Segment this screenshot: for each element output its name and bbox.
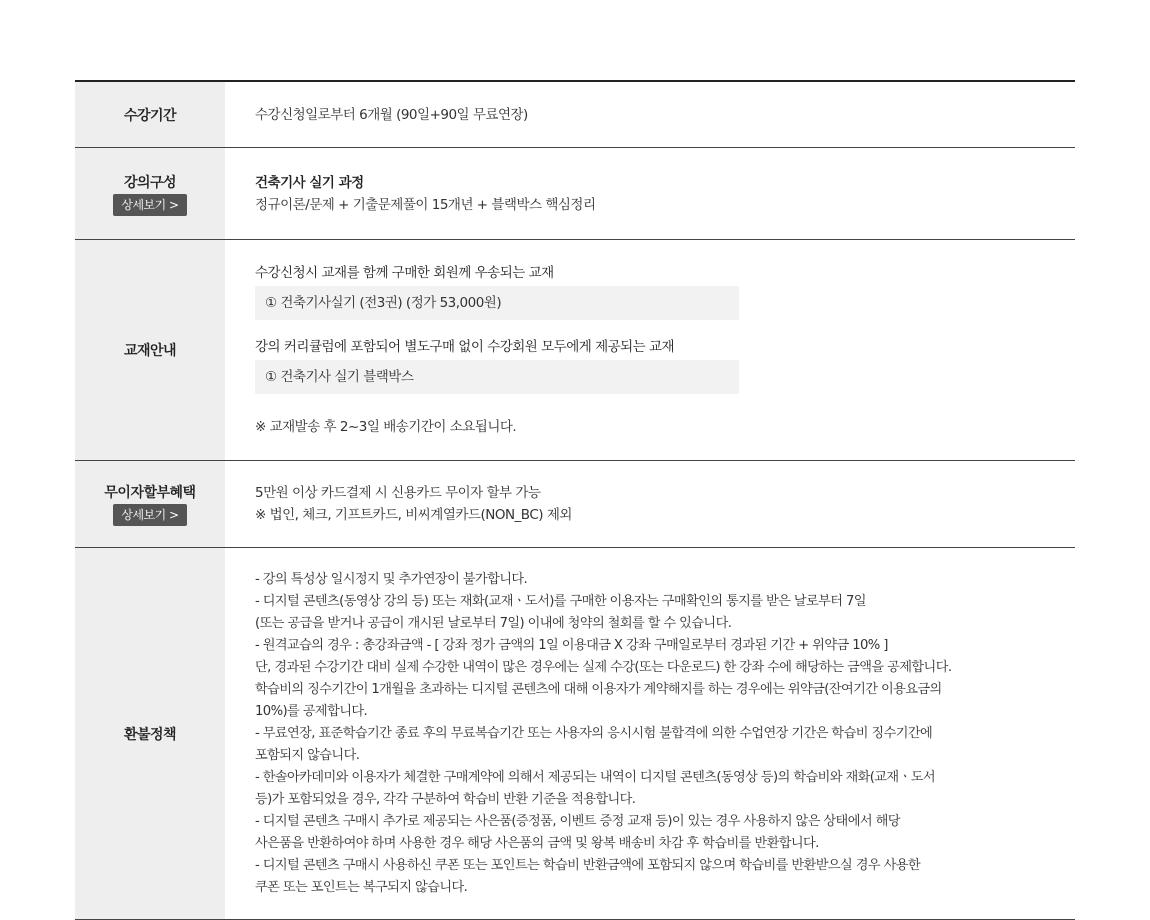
textbook-label: 교재안내: [123, 343, 177, 359]
refund-line: 등)가 포함되었을 경우, 각각 구분하여 학습비 반환 기준을 적용합니다.: [255, 791, 636, 807]
refund-line: - 한솔아카데미와 이용자가 체결한 구매계약에 의해서 제공되는 내역이 디지털 콘텐츠(동영상 등)의 학습비와 재화(교재ㆍ도서: [255, 769, 935, 785]
refund-line: 포함되지 않습니다.: [255, 747, 360, 763]
row-head-textbook: [75, 240, 225, 460]
textbook-group2-item: ① 건축기사 실기 블랙박스: [255, 360, 739, 394]
composition-title: 건축기사 실기 과정: [255, 174, 364, 191]
row-head-refund: [75, 548, 225, 919]
refund-line: 사은품을 반환하여야 하며 사용한 경우 해당 사은품의 금액 및 왕복 배송비 차감 후 학습비를 반환합니다.: [255, 835, 819, 851]
row-body-installment: [225, 461, 1075, 547]
composition-text: 정규이론/문제 + 기출문제풀이 15개년 + 블랙박스 핵심정리: [255, 196, 596, 213]
refund-line: 단, 경과된 수강기간 대비 실제 수강한 내역이 많은 경우에는 실제 수강(또는 다운로드) 한 강좌 수에 해당하는 금액을 공제합니다.: [255, 659, 952, 675]
installment-line-1: 5만원 이상 카드결제 시 신용카드 무이자 할부 가능: [255, 485, 541, 501]
refund-line: - 디지털 콘텐츠(동영상 강의 등) 또는 재화(교재ㆍ도서)를 구매한 이용자는 구매확인의 통지를 받은 날로부터 7일: [255, 593, 866, 609]
course-info-table: [75, 80, 1075, 920]
installment-line-2: ※ 법인, 체크, 기프트카드, 비씨계열카드(NON_BC) 제외: [255, 507, 572, 523]
row-body-period: [225, 82, 1075, 147]
row-installment: [75, 461, 1075, 548]
refund-line: - 강의 특성상 일시정지 및 추가연장이 불가합니다.: [255, 571, 528, 587]
installment-label: 무이자할부혜택: [104, 485, 196, 501]
row-period: [75, 82, 1075, 148]
row-body-composition: [225, 148, 1075, 239]
row-head-period: [75, 82, 225, 147]
refund-line: (또는 공급을 받거나 공급이 개시된 날로부터 7일) 이내에 청약의 철회를 할 수 있습니다.: [255, 615, 732, 631]
row-refund: [75, 548, 1075, 920]
refund-line: - 무료연장, 표준학습기간 종료 후의 무료복습기간 또는 사용자의 응시시험 불합격에 의한 수업연장 기간은 학습비 징수기간에: [255, 725, 933, 741]
textbook-group2-title: 강의 커리큘럼에 포함되어 별도구매 없이 수강회원 모두에게 제공되는 교재: [255, 339, 675, 355]
refund-line: - 디지털 콘텐츠 구매시 추가로 제공되는 사은품(증정품, 이벤트 증정 교재 등)이 있는 경우 사용하지 않은 상태에서 해당: [255, 813, 900, 829]
row-head-installment: [75, 461, 225, 547]
row-textbook: [75, 240, 1075, 461]
composition-detail-button[interactable]: 상세보기 >: [113, 194, 186, 216]
refund-line: 쿠폰 또는 포인트는 복구되지 않습니다.: [255, 879, 468, 895]
row-body-refund: [225, 548, 1075, 919]
row-body-textbook: [225, 240, 1075, 460]
row-head-composition: [75, 148, 225, 239]
refund-line: 10%)를 공제합니다.: [255, 703, 368, 719]
composition-label: 강의구성: [123, 174, 177, 191]
period-text: 수강신청일로부터 6개월 (90일+90일 무료연장): [255, 106, 528, 123]
refund-label: 환불정책: [123, 726, 177, 743]
refund-line: - 원격교습의 경우 : 총강좌금액 - [ 강좌 정가 금액의 1일 이용대금 X 강좌 구매일로부터 경과된 기간 + 위약금 10% ]: [255, 637, 888, 653]
textbook-group1-title: 수강신청시 교재를 함께 구매한 회원께 우송되는 교재: [255, 265, 554, 281]
textbook-group1-item: ① 건축기사실기 (전3권) (정가 53,000원): [255, 286, 739, 320]
refund-line: 학습비의 징수기간이 1개월을 초과하는 디지털 콘텐츠에 대해 이용자가 계약해지를 하는 경우에는 위약금(잔여기간 이용요금의: [255, 681, 942, 697]
installment-detail-button[interactable]: 상세보기 >: [113, 504, 186, 526]
refund-line: - 디지털 콘텐츠 구매시 사용하신 쿠폰 또는 포인트는 학습비 반환금액에 포함되지 않으며 학습비를 반환받으실 경우 사용한: [255, 857, 920, 873]
row-composition: [75, 148, 1075, 240]
period-label: 수강기간: [123, 107, 177, 124]
textbook-shipping-note: ※ 교재발송 후 2~3일 배송기간이 소요됩니다.: [255, 419, 517, 435]
